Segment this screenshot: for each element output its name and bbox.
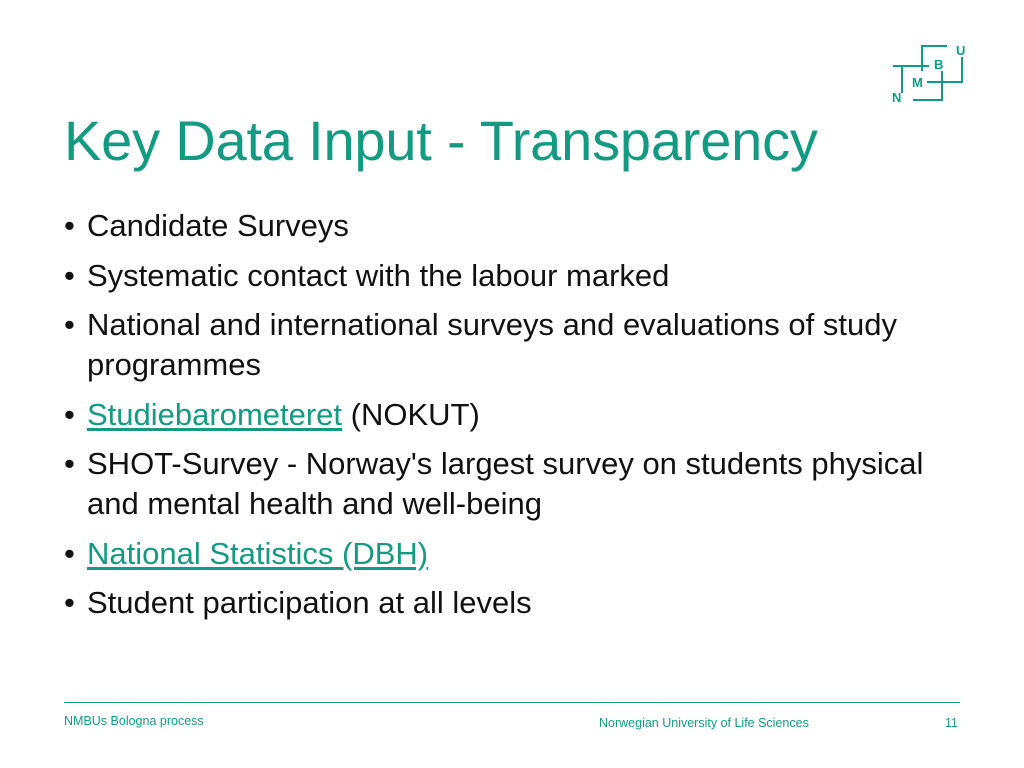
page-number: 11 — [945, 716, 958, 730]
logo-letter-m: M — [912, 75, 923, 90]
logo-letter-u: U — [956, 43, 966, 58]
bullet-item — [64, 305, 944, 385]
bullet-dot: • — [64, 307, 75, 342]
bullet-item — [64, 444, 944, 524]
bullet-text: Systematic contact with the labour marked — [87, 257, 670, 293]
bullet-dot: • — [64, 396, 75, 432]
nmbu-logo — [888, 40, 968, 106]
footer-university-name: Norwegian University of Life Sciences — [599, 716, 809, 730]
bullet-item — [64, 395, 944, 435]
bullet-dot: • — [64, 585, 75, 620]
bullet-dot: • — [64, 208, 75, 243]
bullet-text: Student participation at all levels — [87, 585, 532, 620]
studiebarometeret-link[interactable]: Studiebarometeret — [87, 396, 343, 432]
bullet-item — [64, 206, 944, 246]
bullet-text: SHOT-Survey - Norway's largest survey on students physical and mental health and well-being — [87, 446, 924, 521]
bullet-dot: • — [64, 446, 75, 481]
bullet-dot: • — [64, 257, 75, 293]
bullet-item — [64, 583, 944, 623]
national-statistics-link[interactable]: National Statistics (DBH) — [87, 535, 429, 571]
bullet-dot: • — [64, 535, 75, 571]
logo-letter-n: N — [892, 90, 902, 105]
bullet-text: (NOKUT) — [342, 396, 480, 432]
bullet-text: Candidate Surveys — [87, 208, 349, 243]
slide-title: Key Data Input - Transparency — [64, 109, 818, 172]
bullet-list — [64, 206, 944, 633]
bullet-item — [64, 534, 944, 574]
bullet-item — [64, 256, 944, 296]
bullet-text: National and international surveys and evaluations of study programmes — [87, 307, 897, 382]
logo-letter-b: B — [934, 57, 944, 72]
nmbu-logo-icon — [888, 40, 968, 106]
footer-presentation-name: NMBUs Bologna process — [64, 714, 204, 728]
footer-divider — [64, 702, 960, 703]
